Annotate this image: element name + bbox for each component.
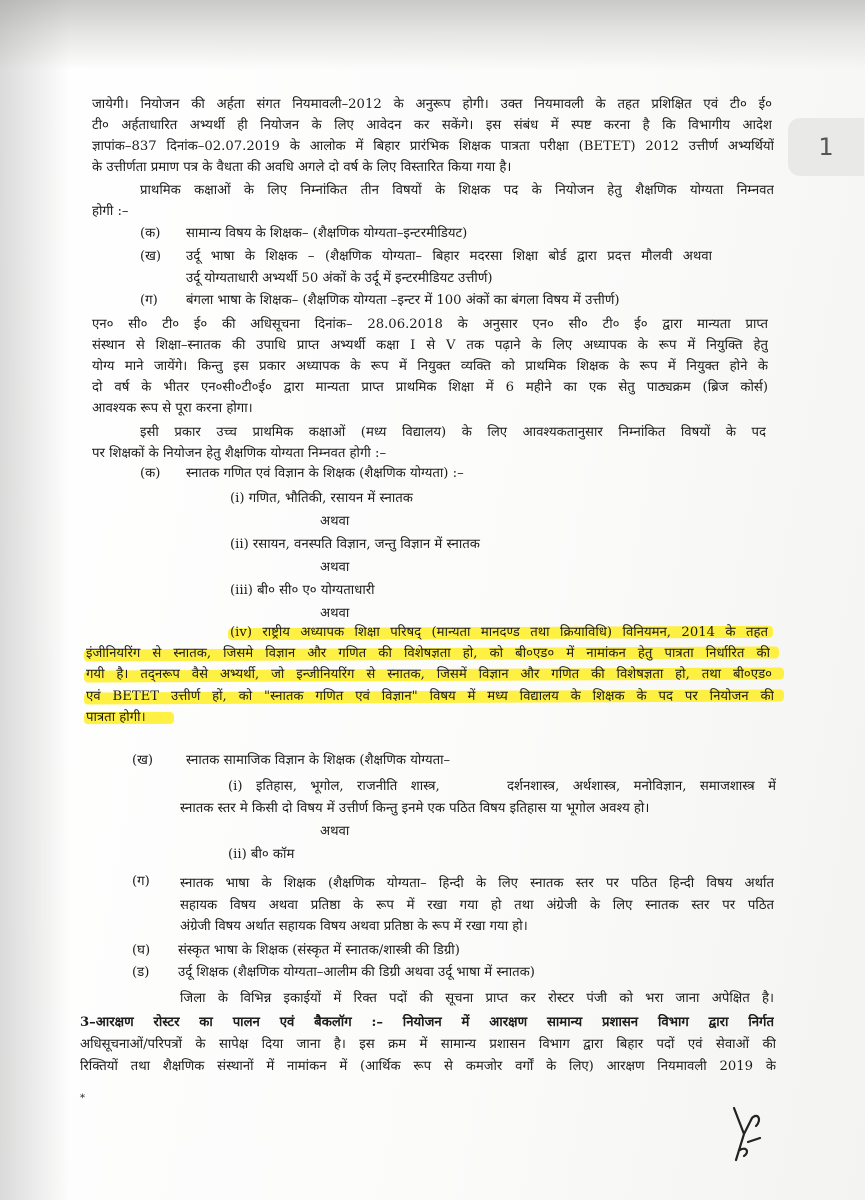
list-marker: (ड) <box>132 965 150 980</box>
list-marker: (ग) <box>140 293 158 308</box>
text-line: जिला के विभिन्न इकाईयों में रिक्त पदों की सूचना प्राप्त कर रोस्टर पंजी को भरा जाना अपेक्षित है। <box>180 991 774 1006</box>
page-number-badge <box>788 118 864 176</box>
page-number: 1 <box>818 133 834 161</box>
section-heading-line: 3–आरक्षण रोस्टर का पालन एवं बैकलॉग :– नियोजन में आरक्षण सामान्य प्रशासन विभाग द्वारा निर्गत <box>80 1015 774 1030</box>
text-line: टी० अर्हताधारित अभ्यर्थी ही नियोजन के लिए आवेदन कर सकेंगे। इस संबंध में स्पष्ट करना है कि विभागीय आदेश <box>92 118 772 133</box>
text-line: उर्दू शिक्षक (शैक्षणिक योग्यता–आलीम की डिग्री अथवा उर्दू भाषा में स्नातक) <box>178 965 535 980</box>
text-line: सहायक विषय अथवा प्रतिष्ठा के रूप में रखा गया हो तथा अंग्रेजी के लिए स्नातक स्तर पर पठित <box>180 898 774 913</box>
text-line: रिक्तियों तथा शैक्षणिक संस्थानों में नामांकन में (आर्थिक रूप से कमजोर वर्गों के लिए) आरक्षण नियमावली 2019 के <box>80 1059 776 1074</box>
text-line: दो वर्ष के भीतर एन०सी०टी०ई० द्वारा मान्यता प्राप्त प्राथमिक शिक्षा में 6 महीने का एक सेतु पाठ्यक्रम (ब्रिज कोर्स) <box>92 380 768 395</box>
text-line: उर्दू योग्यताधारी अभ्यर्थी 50 अंकों के उर्दू में इन्टरमीडियट उत्तीर्ण) <box>186 271 493 286</box>
text-line: संस्कृत भाषा के शिक्षक (संस्कृत में स्नातक/शास्त्री की डिग्री) <box>178 943 460 958</box>
text-line: स्नातक स्तर मे किसी दो विषय में उत्तीर्ण किन्तु इनमे एक पठित विषय इतिहास या भूगोल अवश्य हो। <box>180 801 650 816</box>
text-line: इसी प्रकार उच्च प्राथमिक कक्षाओं (मध्य विद्यालय) के लिए आवश्यकतानुसार निम्नांकित विषयों के पद <box>140 425 766 440</box>
text-line: अंग्रेजी विषय अर्थात सहायक विषय अथवा प्रतिष्ठा के रूप में रखा गया हो। <box>180 919 528 934</box>
list-marker: (क) <box>140 466 161 481</box>
text-line: इंजीनियरिंग से स्नातक, जिसमे विज्ञान और गणित की विशेषज्ञता हो, को बी०एड० में नामांकन हेतु पात्रता निर्धारित की <box>86 646 770 661</box>
text-line: उर्दू भाषा के शिक्षक – (शैक्षणिक योग्यता– बिहार मदरसा शिक्षा बोर्ड द्वारा प्रदत्त मौलवी अथवा <box>186 249 712 264</box>
text-line: बंगला भाषा के शिक्षक– (शैक्षणिक योग्यता –इन्टर में 100 अंकों का बंगला विषय में उत्तीर्ण) <box>186 293 620 308</box>
text-line: अथवा <box>320 606 350 621</box>
text-line: अथवा <box>320 560 350 575</box>
text-line: स्नातक भाषा के शिक्षक (शैक्षणिक योग्यता– हिन्दी के लिए स्नातक स्तर पर पठित हिन्दी विषय अर्थात <box>180 876 774 891</box>
scan-top-shadow <box>0 0 865 70</box>
text-line: पात्रता होगी। <box>86 710 146 725</box>
scan-left-shadow <box>0 0 70 1200</box>
text-line: सामान्य विषय के शिक्षक– (शैक्षणिक योग्यता–इन्टरमीडियट) <box>186 226 468 241</box>
text-line: पर शिक्षकों के नियोजन हेतु शैक्षणिक योग्यता निम्नवत होगी :– <box>92 446 387 461</box>
list-marker: (ख) <box>140 249 162 264</box>
text-line: अधिसूचनाओं/परिपत्रों के सापेक्ष दिया जाना है। इस क्रम में सामान्य प्रशासन विभाग द्वारा बिहार पदों एवं सेवाओं की <box>80 1037 776 1052</box>
text-line: संस्थान से शिक्षा–स्नातक की उपाधि प्राप्त अभ्यर्थी कक्षा I से V तक पढ़ाने के लिए अध्यापक के रूप में नियुक्ति हेतु <box>92 338 768 353</box>
signature-mark <box>722 1098 772 1168</box>
text-line: के उत्तीर्णता प्रमाण पत्र के वैधता की अवधि अगले दो वर्ष के लिए विस्तारित किया गया है। <box>92 160 512 175</box>
list-marker: (ख) <box>132 753 154 768</box>
text-line: स्नातक गणित एवं विज्ञान के शिक्षक (शैक्षणिक योग्यता) :– <box>186 466 464 481</box>
list-marker: (घ) <box>132 943 151 958</box>
text-line: योग्य माने जायेंगे। किन्तु इस प्रकार अध्यापक के रूप में नियुक्त व्यक्ति को प्राथमिक शिक्षक के रूप में नियुक्त होने के <box>92 359 768 374</box>
text-line: (iv) राष्ट्रीय अध्यापक शिक्षा परिषद् (मान्यता मानदण्ड तथा क्रियाविधि) विनियमन, 2014 के तहत <box>230 625 768 640</box>
text-line: (i) इतिहास, भूगोल, राजनीति शास्त्र, दर्शनशास्त्र, अर्थशास्त्र, मनोविज्ञान, समाजशास्त्र में <box>228 779 776 794</box>
list-marker: (क) <box>140 226 161 241</box>
text-line: (ii) बी० कॉम <box>228 847 295 862</box>
text-line: अथवा <box>320 824 350 839</box>
text-line: जायेगी। नियोजन की अर्हता संगत नियमावली–2012 के अनुरूप होगी। उक्त नियमावली के तहत प्रशिक्षित एवं टी० ई० <box>92 97 772 112</box>
text-line: होगी :– <box>92 204 129 219</box>
text-line: आवश्यक रूप से पूरा करना होगा। <box>92 401 253 416</box>
text-line: (i) गणित, भौतिकी, रसायन में स्नातक <box>230 491 413 506</box>
text-line: * <box>80 1093 85 1104</box>
text-line: ज्ञापांक–837 दिनांक–02.07.2019 के आलोक में बिहार प्रारंभिक शिक्षक पात्रता परीक्षा (BETET) 2012 उत्तीर्ण अभ्यर्थियों <box>92 139 774 154</box>
text-line: एवं BETET उत्तीर्ण हों, को "स्नातक गणित एवं विज्ञान" विषय में मध्य विद्यालय के शिक्षक के पद पर नियोजन की <box>86 689 774 704</box>
text-line: प्राथमिक कक्षाओं के लिए निम्नांकित तीन विषयों के शिक्षक पद के नियोजन हेतु शैक्षणिक योग्यता निम्नवत <box>140 183 774 198</box>
text-line: अथवा <box>320 514 350 529</box>
list-marker: (ग) <box>132 874 150 889</box>
text-line: स्नातक सामाजिक विज्ञान के शिक्षक (शैक्षणिक योग्यता– <box>186 753 451 768</box>
text-line: (ii) रसायन, वनस्पति विज्ञान, जन्तु विज्ञान में स्नातक <box>230 537 480 552</box>
text-line: (iii) बी० सी० ए० योग्यताधारी <box>230 583 375 598</box>
text-line: गयी है। तद्नरूप वैसे अभ्यर्थी, जो इन्जीनियरिंग से स्नातक, जिसमें विज्ञान और गणित की विशेषज्ञता हो, तथा बी०एड० <box>86 667 772 682</box>
text-line: एन० सी० टी० ई० की अधिसूचना दिनांक– 28.06.2018 के अनुसार एन० सी० टी० ई० द्वारा मान्यता प्राप्त <box>92 317 768 332</box>
